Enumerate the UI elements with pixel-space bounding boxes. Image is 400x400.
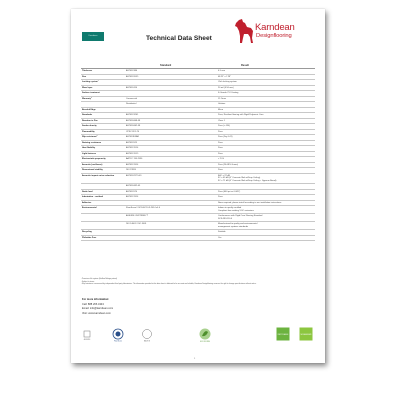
row-standard: ASTM E662-98 — [126, 125, 141, 127]
recyclable-badge-icon — [276, 327, 290, 343]
brand-subtitle: Designflooring — [256, 33, 292, 39]
row-result: Pass — [218, 141, 223, 144]
row-standard: ASTM F3261 — [126, 114, 139, 116]
row-result: Yes — [218, 236, 222, 239]
row-label: Environmental — [82, 207, 97, 210]
data-sheet-page — [71, 9, 325, 363]
contact-info — [82, 298, 172, 316]
row-label: Recycling — [82, 231, 92, 234]
row-label: Thickness — [82, 70, 93, 72]
row-result: Pass (20.08% Green) — [218, 163, 238, 166]
row-label: Electrostatic propensity — [82, 158, 106, 160]
floorscore-badge-icon — [111, 327, 125, 343]
row-label: Locking system¹ — [82, 81, 99, 83]
row-result-extra: IIC = 49 dB (6" Concrete Slab w/Drop Ceiling) — [218, 177, 261, 180]
row-label: Surface treatment — [82, 92, 100, 94]
document-title: Technical Data Sheet — [146, 35, 212, 42]
row-result: Suitable — [218, 231, 226, 234]
page-number: 1 — [194, 358, 196, 360]
row-standard: ISO 23999 — [126, 169, 136, 171]
row-standard: ASTM 8DFAR — [126, 136, 140, 138]
contact-heading: For more information: — [82, 298, 110, 301]
row-label: Staining resistance — [82, 141, 102, 144]
eco-score-badge-text: ECO SCORE — [200, 342, 210, 343]
table-row — [81, 236, 315, 242]
row-label: Warranty² — [82, 97, 92, 100]
row-result: Pass — [218, 147, 223, 149]
table-row — [81, 206, 315, 214]
column-header-result: Result — [241, 64, 249, 67]
floorscore-badge-text: FloorScore — [114, 341, 122, 343]
made-in-badge-icon — [141, 327, 153, 343]
recyclable-badge-text: RECYCLABLE — [277, 334, 289, 336]
footnotes — [81, 278, 315, 286]
row-label: Indentation - residual — [82, 196, 104, 199]
row-standard: ASTM F386 — [126, 70, 138, 72]
row-result: Class 1 — [218, 119, 225, 122]
dog-logo-icon — [233, 18, 255, 44]
row-result: < 2 kV — [218, 158, 224, 160]
row-standard: ASSURE CERTIFIED™ — [126, 215, 149, 218]
row-standard: ASTM F1914 — [126, 196, 139, 199]
row-result-extra: IIC = 71 dB (6" Concrete Slab w/Drop Ceiling + Gypsum Board) — [218, 179, 277, 182]
no-adhesive-badge-icon — [299, 327, 313, 343]
row-result: Pass — [218, 130, 223, 133]
row-standard: CPSC FF1-70 — [126, 130, 140, 133]
eco-score-badge-icon — [198, 327, 212, 343]
certification-badges — [81, 327, 317, 343]
row-result: Indoor air quality certified — [218, 207, 242, 210]
row-result: Pass — [218, 169, 223, 171]
made-in-badge-text: MADE IN — [143, 341, 151, 343]
brand-tab — [82, 32, 104, 41]
table-row — [81, 222, 315, 230]
row-standard: ISO 14001 / ISO 9001 — [126, 223, 147, 226]
row-result: Manufactured to quality and environmental — [218, 223, 258, 226]
footnote: ¹ Premium click system (Unifloor/Valinge patent) — [81, 278, 117, 280]
row-standard: ASTM F1514 — [126, 147, 139, 149]
karndean-logo — [233, 18, 319, 44]
row-label: Static load — [82, 190, 93, 193]
row-result: ΔIIC = 22 dB — [218, 174, 230, 177]
row-standard: ASTM E648-98 — [126, 119, 141, 122]
row-standard: ASTM F1914 — [126, 163, 139, 166]
contact-web: Visit: www.karndean.com — [82, 311, 111, 315]
row-result: 20 mil (0.50 mm) — [218, 86, 234, 89]
row-label: Acoustic impact noise reduction — [82, 174, 115, 177]
row-result: 48.25" x 7.28" — [218, 75, 231, 78]
row-label: Dimensional stability — [82, 169, 103, 171]
contact-phone: Call: 888 266 4343 — [82, 302, 104, 306]
assure-badge-text: ASSURE — [83, 340, 91, 341]
row-label: Standards — [82, 114, 93, 116]
row-result-extra: SCS-RFI-110.0 — [218, 217, 233, 220]
row-result-extra: Compliant low emitting VOC emissions — [218, 209, 254, 212]
row-standard: ASTM F925 — [126, 141, 138, 144]
row-result: K-Guard+ PU Coating — [218, 92, 239, 94]
row-label: Light fastness — [82, 152, 97, 155]
row-standard: ASTM E492-09 — [126, 185, 141, 188]
row-standard: Residential — [126, 103, 137, 105]
row-standard: FloorScore® SCS-EC10.3-2014 v4.0 — [126, 207, 160, 210]
row-label: Phthalate Free — [82, 236, 97, 239]
row-standard: ASTM F970 — [126, 190, 138, 193]
row-standard: ASTM E2179-09 — [126, 174, 142, 177]
row-result: Pass, Resilient flooring with Rigid Polymeric Core — [218, 114, 264, 116]
row-label: Heat Stability — [82, 147, 96, 149]
row-result: Lifetime — [218, 103, 226, 105]
row-label: Beveled Edge — [82, 108, 96, 111]
row-label: Size — [82, 75, 87, 78]
contact-email: Email: info@karndean.com — [82, 307, 114, 311]
row-label: Slip resistance³ — [82, 136, 98, 138]
column-header-standard: Standard — [160, 64, 172, 67]
row-standard: ASTM F410 — [126, 86, 138, 89]
row-label: Acoustic (resilience) — [82, 163, 103, 166]
row-result: Pass (Dry 0.41) — [218, 136, 233, 138]
spec-table — [81, 68, 315, 241]
row-result: None required, please install according to our installation instructions — [218, 201, 282, 204]
row-label: Adhesive — [82, 201, 92, 204]
brand-tab-label: Karndean — [88, 35, 98, 37]
row-standard: ASTM F1515 — [126, 152, 139, 155]
row-standard: AATCC 134-1996 — [126, 158, 143, 160]
row-standard: ASTM F2055 — [126, 75, 139, 78]
row-label: Flammability — [82, 130, 95, 133]
table-row — [81, 214, 315, 222]
footnote: ³ Slip resistance is measured by independent third party laboratories. The information provided in this data sheet is believed to be accurate and reliable; Karndean Designflooring reserves the right to change specifications without notice. — [81, 283, 257, 285]
table-row — [81, 174, 315, 185]
row-result: Pass — [218, 196, 223, 199]
row-result: Click locking system — [218, 81, 237, 83]
assure-badge-icon — [81, 327, 93, 343]
row-result: 15 Years — [218, 97, 227, 100]
footnote: ² Subject to terms — [81, 280, 95, 283]
row-result-extra: management systems standards — [218, 225, 249, 228]
row-result: Micro — [218, 108, 224, 111]
row-result: 4.5 mm — [218, 70, 225, 72]
row-result: Pass — [218, 152, 223, 155]
row-result: Pass (< 450) — [218, 125, 230, 127]
no-adhesive-badge-text: NO ADHESIVE — [300, 334, 312, 336]
row-label: Reaction to Fire — [82, 119, 98, 122]
row-result: Conformance with Rigid Core Flooring Standard — [218, 215, 263, 218]
row-label: Wear layer — [82, 86, 93, 89]
brand-name: Karndean — [255, 22, 295, 33]
row-label: Smoke density — [82, 125, 97, 127]
row-result: Pass (600 psi or 0.005") — [218, 190, 241, 193]
row-standard: Commercial — [126, 97, 138, 100]
